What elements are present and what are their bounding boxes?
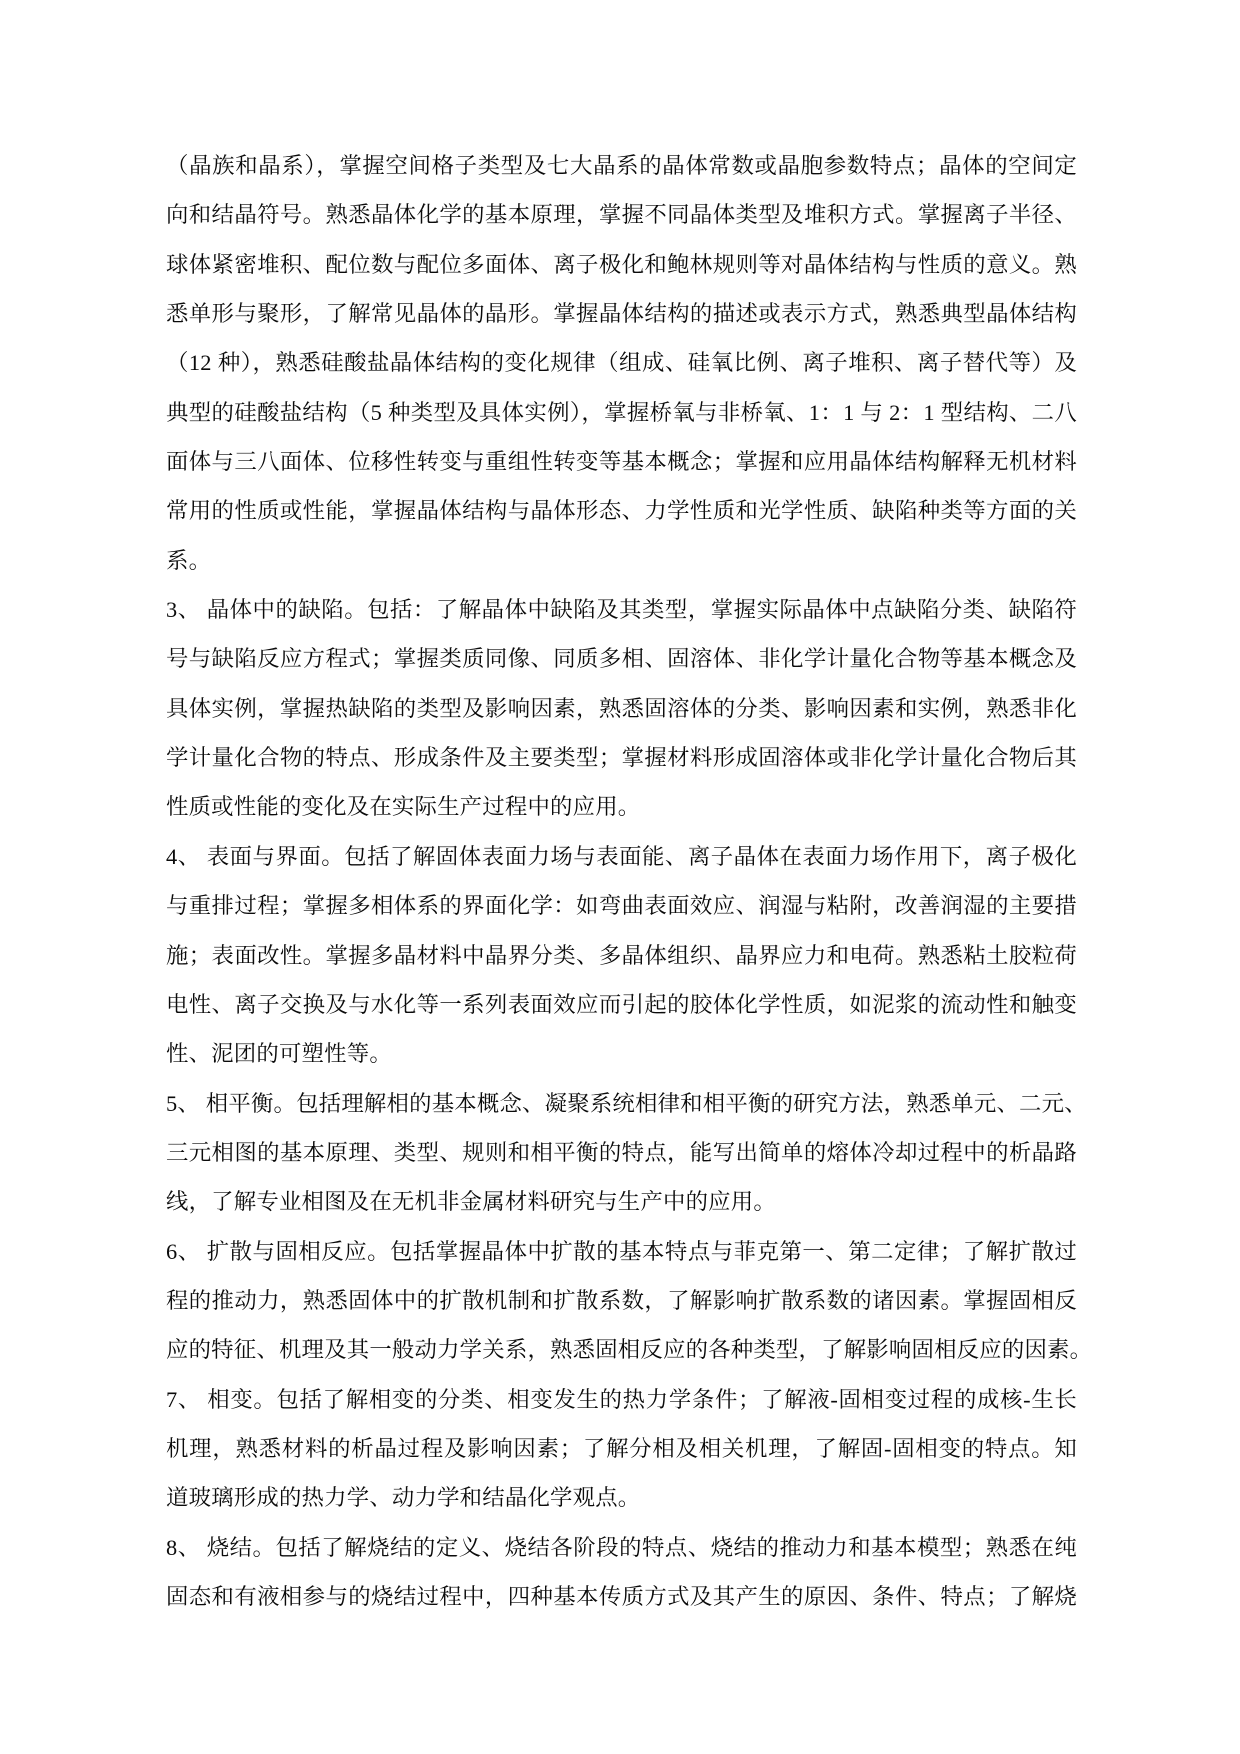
text-line-section-7: 7、 相变。包括了解相变的分类、相变发生的热力学条件；了解液-固相变过程的成核-生长 bbox=[166, 1386, 1077, 1412]
text-line: （晶族和晶系），掌握空间格子类型及七大晶系的晶体常数或晶胞参数特点；晶体的空间定 bbox=[166, 153, 1077, 178]
text-line: 学计量化合物的特点、形成条件及主要类型；掌握材料形成固溶体或非化学计量化合物后其 bbox=[166, 745, 1077, 771]
text-line-section-8: 8、 烧结。包括了解烧结的定义、烧结各阶段的特点、烧结的推动力和基本模型；熟悉在纯 bbox=[166, 1534, 1077, 1560]
text-line: 系。 bbox=[166, 547, 212, 573]
text-line: 电性、离子交换及与水化等一系列表面效应而引起的胶体化学性质，如泥浆的流动性和触变 bbox=[166, 991, 1077, 1017]
text-line: 常用的性质或性能，掌握晶体结构与晶体形态、力学性质和光学性质、缺陷种类等方面的关 bbox=[166, 498, 1077, 524]
text-line: 性、泥团的可塑性等。 bbox=[166, 1041, 392, 1067]
text-line: （12 种），熟悉硅酸盐晶体结构的变化规律（组成、硅氧比例、离子堆积、离子替代等）及 bbox=[166, 350, 1077, 376]
text-line: 施；表面改性。掌握多晶材料中晶界分类、多晶体组织、晶界应力和电荷。熟悉粘土胶粒荷 bbox=[166, 942, 1077, 968]
text-line-section-3: 3、 晶体中的缺陷。包括：了解晶体中缺陷及其类型，掌握实际晶体中点缺陷分类、缺陷符 bbox=[166, 597, 1077, 623]
text-line: 机理，熟悉材料的析晶过程及影响因素；了解分相及相关机理，了解固-固相变的特点。知 bbox=[166, 1435, 1077, 1461]
text-line: 程的推动力，熟悉固体中的扩散机制和扩散系数，了解影响扩散系数的诸因素。掌握固相反 bbox=[166, 1287, 1077, 1313]
text-line: 性质或性能的变化及在实际生产过程中的应用。 bbox=[166, 794, 641, 820]
text-line-section-4: 4、 表面与界面。包括了解固体表面力场与表面能、离子晶体在表面力场作用下，离子极化 bbox=[166, 843, 1077, 869]
text-line-section-5: 5、 相平衡。包括理解相的基本概念、凝聚系统相律和相平衡的研究方法，熟悉单元、二元、 bbox=[166, 1090, 1087, 1116]
text-line: 应的特征、机理及其一般动力学关系，熟悉固相反应的各种类型，了解影响固相反应的因素。 bbox=[166, 1337, 1093, 1363]
text-line: 固态和有液相参与的烧结过程中，四种基本传质方式及其产生的原因、条件、特点；了解烧 bbox=[166, 1583, 1077, 1609]
text-line: 具体实例，掌握热缺陷的类型及影响因素，熟悉固溶体的分类、影响因素和实例，熟悉非化 bbox=[166, 695, 1077, 721]
text-line: 悉单形与聚形，了解常见晶体的晶形。掌握晶体结构的描述或表示方式，熟悉典型晶体结构 bbox=[166, 301, 1077, 327]
text-line-section-6: 6、 扩散与固相反应。包括掌握晶体中扩散的基本特点与菲克第一、第二定律；了解扩散过 bbox=[166, 1238, 1077, 1264]
text-line: 三元相图的基本原理、类型、规则和相平衡的特点，能写出简单的熔体冷却过程中的析晶路 bbox=[166, 1139, 1077, 1165]
text-line: 球体紧密堆积、配位数与配位多面体、离子极化和鲍林规则等对晶体结构与性质的意义。熟 bbox=[166, 251, 1077, 277]
text-line: 号与缺陷反应方程式；掌握类质同像、同质多相、固溶体、非化学计量化合物等基本概念及 bbox=[166, 646, 1077, 672]
text-line: 典型的硅酸盐结构（5 种类型及具体实例），掌握桥氧与非桥氧、1：1 与 2：1 型结构、二八 bbox=[166, 399, 1077, 425]
text-line: 与重排过程；掌握多相体系的界面化学：如弯曲表面效应、润湿与粘附，改善润湿的主要措 bbox=[166, 893, 1077, 919]
text-line: 向和结晶符号。熟悉晶体化学的基本原理，掌握不同晶体类型及堆积方式。掌握离子半径、 bbox=[166, 202, 1077, 228]
text-line: 线，了解专业相图及在无机非金属材料研究与生产中的应用。 bbox=[166, 1189, 776, 1215]
text-line: 道玻璃形成的热力学、动力学和结晶化学观点。 bbox=[166, 1485, 641, 1511]
document-text-block bbox=[166, 141, 1093, 1621]
text-line: 面体与三八面体、位移性转变与重组性转变等基本概念；掌握和应用晶体结构解释无机材料 bbox=[166, 449, 1077, 475]
